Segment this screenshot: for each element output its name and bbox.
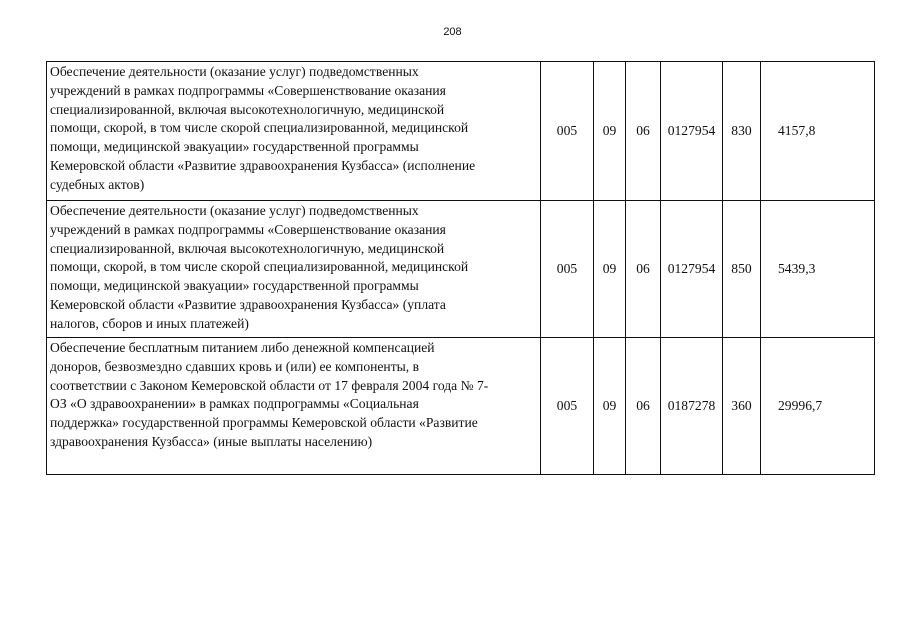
table-row [47, 62, 875, 201]
ministry-code: 005 [541, 201, 594, 338]
amount: 5439,3 [761, 201, 875, 338]
subsection-code: 06 [626, 338, 661, 475]
page-number: 208 [443, 26, 462, 38]
budget-table [46, 61, 875, 475]
ministry-code: 005 [541, 62, 594, 201]
row-description: Обеспечение деятельности (оказание услуг) подведомственных учреждений в рамках подпрограммы «Совершенствование оказания специализированной, включая высокотехнологичную, медицинской помощи, скорой, в том числе скорой специализированной, медицинской помощи, медицинской эвакуации» государственной программы Кемеровской области «Развитие здравоохранения Кузбасса» (уплата налогов, сборов и иных платежей) [47, 201, 541, 338]
target-article-code: 0127954 [661, 62, 723, 201]
expense-type-code: 850 [723, 201, 761, 338]
table-row [47, 201, 875, 338]
row-description: Обеспечение бесплатным питанием либо денежной компенсацией доноров, безвозмездно сдавших кровь и (или) ее компоненты, в соответствии с Законом Кемеровской области от 17 февраля 2004 года № 7- ОЗ «О здравоохранении» в рамках подпрограммы «Социальная поддержка» государственной программы Кемеровской области «Развитие здравоохранения Кузбасса» (иные выплаты населению) [47, 338, 541, 475]
target-article-code: 0187278 [661, 338, 723, 475]
section-code: 09 [594, 201, 626, 338]
expense-type-code: 830 [723, 62, 761, 201]
table-row [47, 338, 875, 475]
subsection-code: 06 [626, 62, 661, 201]
expense-type-code: 360 [723, 338, 761, 475]
row-description: Обеспечение деятельности (оказание услуг) подведомственных учреждений в рамках подпрограммы «Совершенствование оказания специализированной, включая высокотехнологичную, медицинской помощи, скорой, в том числе скорой специализированной, медицинской помощи, медицинской эвакуации» государственной программы Кемеровской области «Развитие здравоохранения Кузбасса» (исполнение судебных актов) [47, 62, 541, 201]
section-code: 09 [594, 338, 626, 475]
ministry-code: 005 [541, 338, 594, 475]
section-code: 09 [594, 62, 626, 201]
amount: 29996,7 [761, 338, 875, 475]
amount: 4157,8 [761, 62, 875, 201]
subsection-code: 06 [626, 201, 661, 338]
target-article-code: 0127954 [661, 201, 723, 338]
